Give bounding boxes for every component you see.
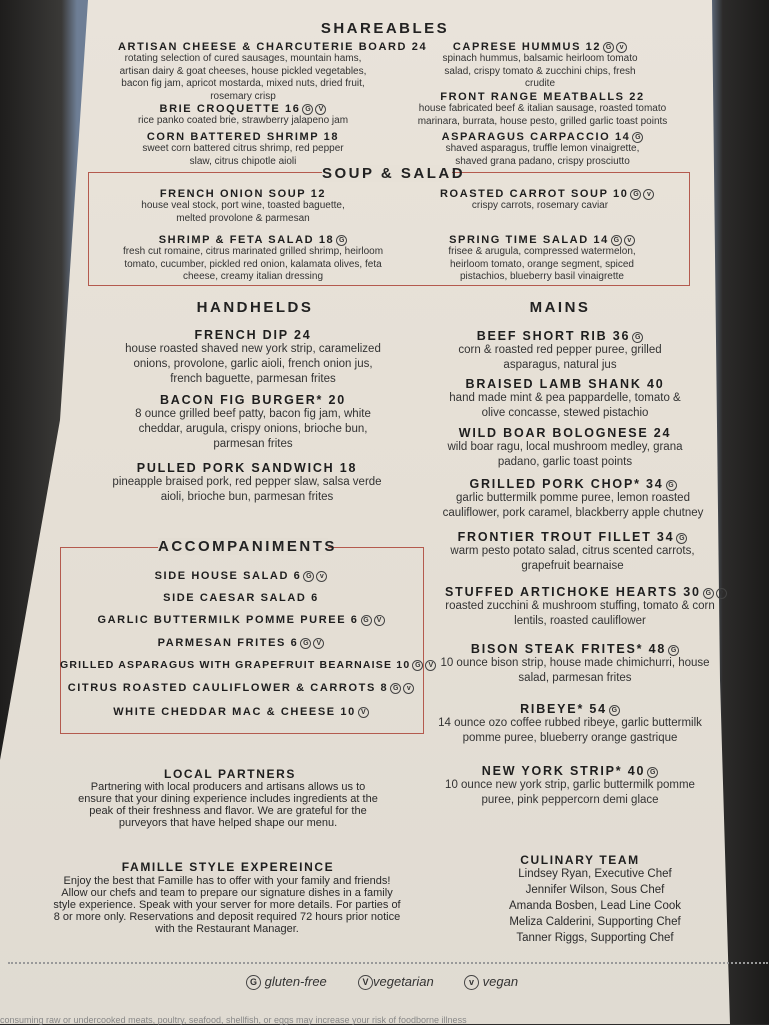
item-desc: shaved asparagus, truffle lemon vinaigrette, shaved grana padano, crispy prosciutto [445, 143, 640, 167]
item-name: BISON STEAK FRITES* 48 [470, 642, 667, 656]
menu-item [440, 188, 651, 213]
menu-item [445, 585, 724, 629]
gluten-free-icon: G [412, 660, 423, 671]
menu-item [440, 41, 640, 91]
item-desc: roasted zucchini & mushroom stuffing, tomato & corn lentils, roasted cauliflower [445, 600, 715, 627]
menu-item [118, 328, 388, 387]
vegetarian-icon: V [358, 707, 369, 718]
item-name: FRONT RANGE MEATBALLS 22 [440, 91, 645, 103]
item-name: CORN BATTERED SHRIMP 18 [146, 131, 340, 143]
divider [8, 962, 768, 964]
item-desc: corn & roasted red pepper puree, grilled asparagus, natural jus [458, 344, 662, 371]
gluten-free-icon: G [246, 975, 261, 990]
item-desc: pineapple braised pork, red pepper slaw, salsa verde aioli, brioche bun, parmesan frites [112, 476, 382, 503]
menu-item [118, 41, 428, 103]
vegetarian-icon: V [313, 638, 324, 649]
item-name: BRIE CROQUETTE 16 [159, 103, 301, 115]
vegetarian-icon: V [374, 615, 385, 626]
vegan-icon: v [316, 571, 327, 582]
gluten-free-icon: G [630, 189, 641, 200]
menu-item [118, 393, 388, 452]
item-name: SHRIMP & FETA SALAD 18 [158, 234, 335, 246]
item-name: SPRING TIME SALAD 14 [449, 234, 609, 246]
item-desc: 14 ounce ozo coffee rubbed ribeye, garlic buttermilk pomme puree, blueberry orange gastrique [438, 717, 702, 744]
footer-note: consuming raw or undercooked meats, poultry, seafood, shellfish, or eggs may increase your risk of foodborne illness [0, 1015, 467, 1025]
vegetarian-icon: V [358, 975, 373, 990]
item-desc: frisee & arugula, compressed watermelon, heirloom tomato, orange segment, spiced pistachios, blueberry basil vinaigrette [448, 246, 636, 282]
section-accompaniments: ACCOMPANIMENTS [158, 538, 337, 555]
menu-item [138, 131, 348, 168]
legend-vegan: v vegan [462, 974, 518, 990]
menu-item [428, 764, 712, 808]
menu-item [400, 91, 685, 128]
accompaniment-item: CITRUS ROASTED CAULIFLOWER & CARROTS 8 G v [60, 682, 422, 694]
gluten-free-icon: G [666, 480, 677, 491]
item-name: BEEF SHORT RIB 36 [476, 329, 631, 343]
menu-item [440, 377, 690, 421]
famille-text: Enjoy the best that Famille has to offer with your family and friends! Allow our chefs and team to prepare our signature dishes in a family style experience. Speak with your server for more details. For parties of 8 or more only. Reservations and deposit required 72 hours prior notice with the Restaurant Manager. [53, 875, 401, 935]
item-desc: 10 ounce new york strip, garlic buttermilk pomme puree, pink peppercorn demi glace [445, 779, 695, 806]
item-name: NEW YORK STRIP* 40 [481, 764, 646, 778]
item-desc: wild boar ragu, local mushroom medley, grana padano, garlic toast points [447, 441, 683, 468]
item-desc: house veal stock, port wine, toasted baguette, melted provolone & parmesan [141, 200, 345, 224]
menu-item [428, 477, 718, 521]
item-name: ROASTED CARROT SOUP 10 [440, 188, 629, 200]
item-desc: sweet corn battered citrus shrimp, red pepper slaw, citrus chipotle aioli [142, 143, 344, 167]
famille-title: FAMILLE STYLE EXPEREINCE [121, 860, 335, 874]
team-member: Amanda Bosben, Lead Line Cook [509, 900, 681, 912]
legend-gluten-free: G gluten-free [244, 974, 327, 990]
menu-item [430, 530, 715, 574]
legend-vegetarian: V vegetarian [356, 974, 434, 990]
section-soup-salad: SOUP & SALAD [322, 165, 466, 182]
item-name: WILD BOAR BOLOGNESE 24 [458, 426, 672, 440]
item-desc: 10 ounce bison strip, house made chimichurri, house salad, parmesan frites [440, 657, 710, 684]
item-desc: house fabricated beef & italian sausage, roasted tomato marinara, burrata, house pesto, grilled garlic toast points [417, 103, 668, 127]
gluten-free-icon: G [303, 571, 314, 582]
gluten-free-icon: G [647, 767, 658, 778]
accompaniment-item: GRILLED ASPARAGUS WITH GRAPEFRUIT BEARNAISE 10 G V [60, 659, 422, 671]
menu-item [432, 234, 652, 284]
item-name: FRONTIER TROUT FILLET 34 [457, 530, 675, 544]
menu-item [138, 188, 348, 225]
gluten-free-icon: G [632, 332, 643, 343]
culinary-team-list [495, 866, 695, 946]
gluten-free-icon: G [302, 104, 313, 115]
vegan-icon: v [403, 683, 414, 694]
accompaniment-item: GARLIC BUTTERMILK POMME PUREE 6 G V [60, 614, 422, 626]
gluten-free-icon: G [603, 42, 614, 53]
item-desc: rice panko coated brie, strawberry jalapeno jam [137, 115, 349, 126]
menu-item [118, 234, 388, 284]
local-partners-text: Partnering with local producers and artisans allows us to ensure that your dining experience includes ingredients at the peak of their freshness and flavor. We are grateful for the purveyors that have helped shape our menu. [78, 781, 378, 829]
vegan-icon: v [716, 588, 727, 599]
menu-item [435, 131, 650, 168]
item-name: CAPRESE HUMMUS 12 [452, 41, 602, 53]
vegetarian-icon: V [315, 104, 326, 115]
item-desc: warm pesto potato salad, citrus scented carrots, grapefruit bearnaise [450, 545, 695, 572]
section-shareables: SHAREABLES [320, 20, 450, 37]
team-member: Meliza Calderini, Supporting Chef [509, 916, 681, 928]
item-name: BACON FIG BURGER* 20 [159, 393, 347, 407]
accompaniment-item: WHITE CHEDDAR MAC & CHEESE 10 V [60, 706, 422, 718]
accompaniment-item: SIDE CAESAR SALAD 6 [163, 592, 319, 604]
gluten-free-icon: G [609, 705, 620, 716]
item-desc: rotating selection of cured sausages, mountain hams, artisan dairy & goat cheeses, house pickled vegetables, bacon fig jam, apricot mostarda, mixed nuts, dried fruit, rosemary crisp [119, 53, 367, 102]
gluten-free-icon: G [336, 235, 347, 246]
culinary-team-title: CULINARY TEAM [520, 853, 640, 867]
gluten-free-icon: G [632, 132, 643, 143]
team-member: Lindsey Ryan, Executive Chef [518, 868, 672, 880]
item-desc: 8 ounce grilled beef patty, bacon fig jam, white cheddar, arugula, crispy onions, brioche bun, parmesan frites [135, 408, 371, 450]
gluten-free-icon: G [676, 533, 687, 544]
vegan-icon: v [643, 189, 654, 200]
gluten-free-icon: G [703, 588, 714, 599]
item-name: GRILLED PORK CHOP* 34 [469, 477, 664, 491]
item-name: FRENCH ONION SOUP 12 [159, 188, 327, 200]
team-member: Jennifer Wilson, Sous Chef [525, 884, 665, 896]
item-desc: crispy carrots, rosemary caviar [471, 200, 609, 211]
item-name: RIBEYE* 54 [520, 702, 607, 716]
item-name: ARTISAN CHEESE & CHARCUTERIE BOARD 24 [118, 41, 428, 53]
local-partners-title: LOCAL PARTNERS [164, 767, 296, 781]
item-name: ASPARAGUS CARPACCIO 14 [441, 131, 631, 143]
menu-item [440, 642, 710, 686]
vegan-icon: v [616, 42, 627, 53]
item-desc: house roasted shaved new york strip, caramelized onions, provolone, garlic aioli, french onion jus, french baguette, parmesan frites [125, 343, 381, 385]
item-name: BRAISED LAMB SHANK 40 [465, 377, 665, 391]
menu-item [112, 461, 382, 505]
team-member: Tanner Riggs, Supporting Chef [516, 932, 674, 944]
item-name: FRENCH DIP 24 [194, 328, 312, 342]
accompaniment-item: PARMESAN FRITES 6 G V [60, 637, 422, 649]
item-name: PULLED PORK SANDWICH 18 [136, 461, 358, 475]
item-desc: fresh cut romaine, citrus marinated grilled shrimp, heirloom tomato, cucumber, pickled red onion, kalamata olives, feta cheese, creamy italian dressing [122, 246, 384, 282]
accompaniment-item: SIDE HOUSE SALAD 6 G v [60, 570, 422, 582]
item-desc: hand made mint & pea pappardelle, tomato & olive concasse, stewed pistachio [449, 392, 681, 419]
gluten-free-icon: G [668, 645, 679, 656]
gluten-free-icon: G [390, 683, 401, 694]
section-mains: MAINS [529, 299, 591, 316]
menu-item [440, 426, 690, 470]
menu-item [118, 103, 368, 128]
vegan-icon: v [624, 235, 635, 246]
vegan-icon: v [464, 975, 479, 990]
gluten-free-icon: G [361, 615, 372, 626]
section-handhelds: HANDHELDS [196, 299, 314, 316]
menu-item [440, 329, 680, 373]
menu-item [428, 702, 712, 746]
gluten-free-icon: G [300, 638, 311, 649]
item-desc: garlic buttermilk pomme puree, lemon roasted cauliflower, pork caramel, blackberry apple chutney [442, 492, 704, 519]
item-name: STUFFED ARTICHOKE HEARTS 30 [445, 585, 701, 599]
gluten-free-icon: G [611, 235, 622, 246]
vegetarian-icon: V [425, 660, 436, 671]
item-desc: spinach hummus, balsamic heirloom tomato salad, crispy tomato & zucchini chips, fresh crudite [442, 53, 638, 89]
